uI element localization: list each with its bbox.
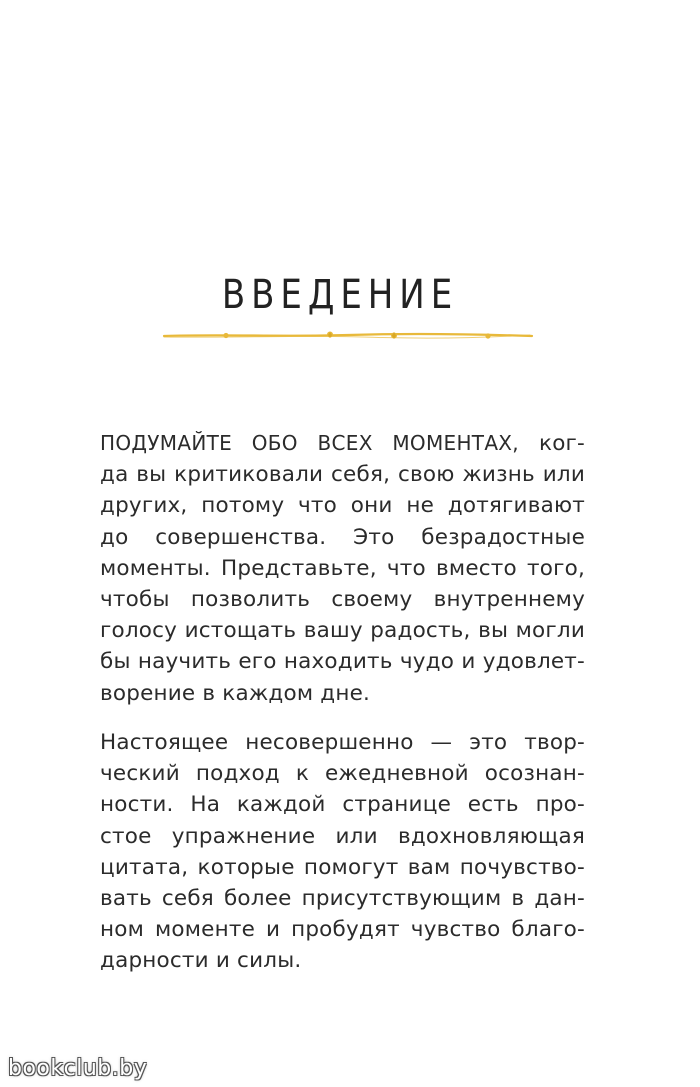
paragraph-line: ном моменте и пробудят чувство благо- [100,917,585,943]
paragraph-line: до совершенства. Это безрадостные [100,524,585,550]
decorative-divider [162,326,534,344]
paragraph-line: да вы критиковали себя, свою жизнь или [100,462,585,488]
site-watermark: bookclub.by [8,1056,148,1081]
paragraph-line: чтобы позволить своему внутреннему [100,586,585,612]
paragraph-line: вать себя более присутствующим в дан- [100,885,585,911]
paragraph-line: моменты. Представьте, что вместо того, [100,555,585,581]
intro-paragraph [100,428,585,709]
paragraph-line: бы научить его находить чудо и удовлет- [100,649,585,675]
paragraph-line: ПОДУМАЙТЕ ОБО ВСЕХ МОМЕНТАХ, ког- [100,431,586,456]
paragraph-line: дарности и силы. [100,948,302,974]
paragraph-line: других, потому что они не дотягивают [100,493,585,519]
second-paragraph [100,727,585,977]
paragraph-line: Настоящее несовершенно — это твор- [100,730,585,755]
paragraph-line: цитата, которые помогут вам почувство- [100,854,585,880]
paragraph-line: стое упражнение или вдохновляющая [100,823,585,849]
lead-in-caps: ПОДУМАЙТЕ ОБО ВСЕХ МОМЕНТАХ, [100,431,519,455]
paragraph-line: голосу истощать вашу радость, вы могли [100,618,585,644]
chapter-title: ВВЕДЕНИЕ [221,272,459,318]
paragraph-line: ческий подход к ежедневной осознан- [100,761,585,787]
paragraph-line: ности. На каждой странице есть про- [100,792,585,818]
paragraph-line: ворение в каждом дне. [100,680,371,706]
